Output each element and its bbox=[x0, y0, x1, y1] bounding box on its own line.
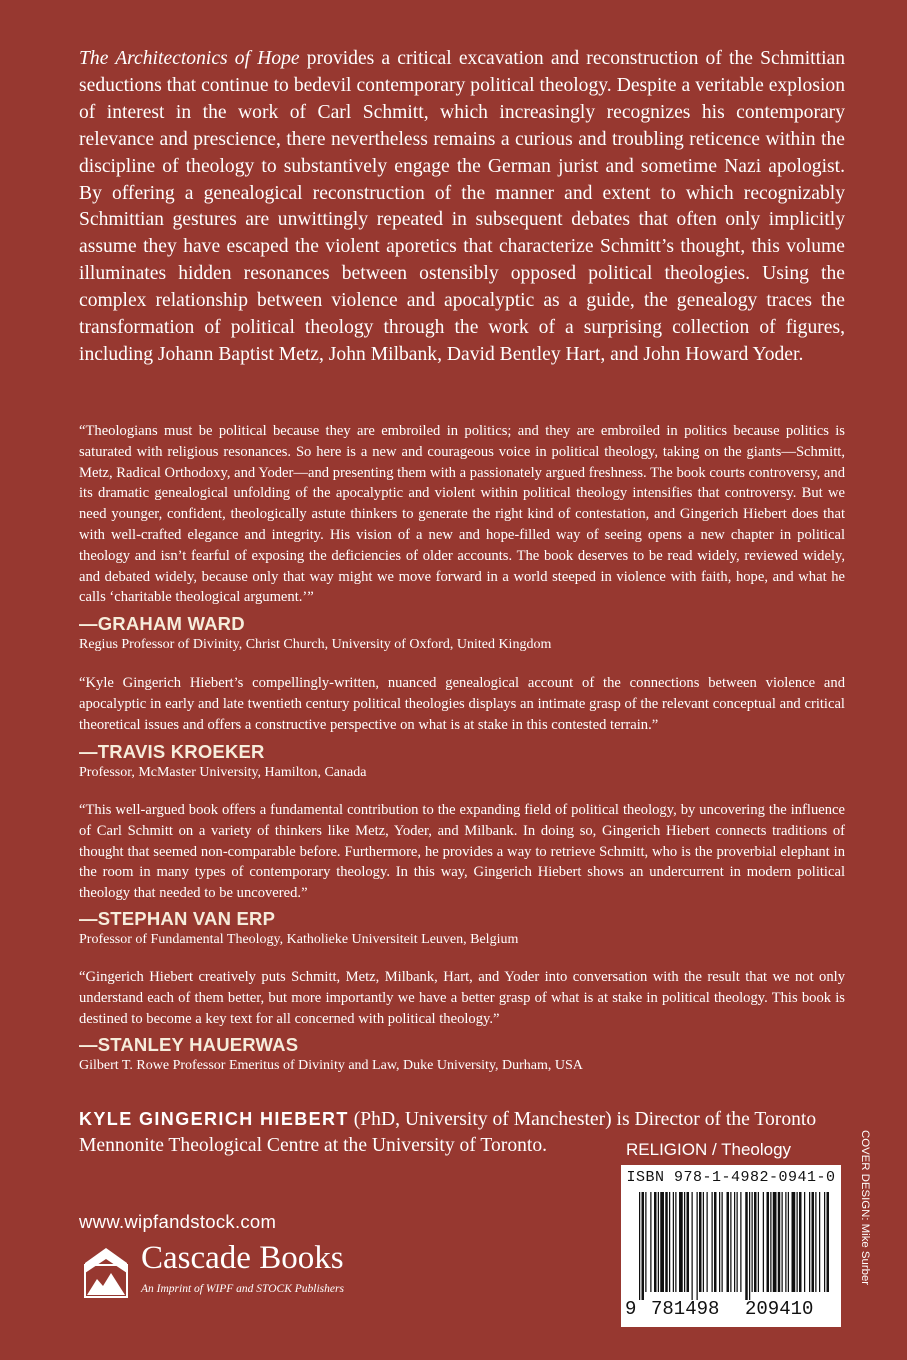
barcode-right-digits: 209410 bbox=[745, 1298, 814, 1320]
barcode-bar bbox=[679, 1192, 683, 1292]
barcode-bar bbox=[797, 1192, 798, 1292]
barcode-bar bbox=[815, 1192, 816, 1292]
barcode-bar bbox=[827, 1192, 830, 1292]
author-bio-text: (PhD, University of Manchester) is Director of the Toronto Mennonite Theological Centre at the University of Toronto. bbox=[79, 1109, 817, 1157]
barcode-left-digits: 781498 bbox=[651, 1298, 720, 1320]
barcode-bar bbox=[727, 1192, 730, 1292]
barcode-bar bbox=[675, 1192, 676, 1292]
author-name: KYLE GINGERICH HIEBERT bbox=[79, 1109, 349, 1129]
barcode-bar bbox=[754, 1192, 757, 1292]
barcode-bar bbox=[660, 1192, 664, 1292]
barcode-bar bbox=[673, 1192, 674, 1292]
barcode-bar bbox=[773, 1192, 777, 1292]
publisher-website: www.wipfandstock.com bbox=[79, 1211, 277, 1232]
barcode-bar bbox=[782, 1192, 783, 1292]
isbn-barcode bbox=[621, 1165, 841, 1327]
review-quote-1: “Theologians must be political because they are embroiled in politics; and they are embroiled in politics because politics is saturated with religious resonances. So here is a new and courageous voice in political theology, taking on the giants—Schmitt, Metz, Radical Orthodoxy, and Yoder—and presenting them with a passionately argued freshness. The book courts controversy, and its dramatic genealogical unfolding of the apocalyptic and violent within political theology intensifies that controversy. But we need younger, confident, theologically astute thinkers to generate the right kind of contestation, and Gingerich Hiebert does that with well-crafted elegance and integrity. His vision of a new and hope-filled way of seeing opens a new chapter in political theology and isn’t fearful of exposing the deficiencies of older accounts. The book deserves to be read widely, reviewed widely, and debated widely, because only that way might we move forward in a world steeped in violence with faith, hope, and what he calls ‘charitable theological argument.’” bbox=[79, 423, 845, 606]
barcode-bar bbox=[749, 1192, 750, 1300]
barcode-bar bbox=[799, 1192, 802, 1292]
barcode-bar bbox=[719, 1192, 720, 1292]
barcode-bar bbox=[824, 1192, 825, 1292]
mountain-logo-icon bbox=[79, 1245, 133, 1299]
review-quote-2: “Kyle Gingerich Hiebert’s compellingly-written, nuanced genealogical account of the connections between violence and apocalyptic in early and late twentieth century political theologies displays an intimate grasp of the relevant conceptual and critical theoretical issues and offers a constructive perspective on what is at stake in this contested terrain.” bbox=[79, 675, 845, 733]
barcode-bar bbox=[792, 1192, 796, 1292]
isbn-label: ISBN 978-1-4982-0941-0 bbox=[626, 1169, 836, 1186]
barcode-bar bbox=[752, 1192, 753, 1292]
reviewer-title-2: Professor, McMaster University, Hamilton, Canada bbox=[79, 765, 367, 780]
category-label: RELIGION / Theology bbox=[626, 1140, 792, 1159]
barcode-bar bbox=[639, 1192, 640, 1300]
barcode-bar bbox=[785, 1192, 786, 1292]
barcode-bars bbox=[639, 1192, 829, 1300]
barcode-bar bbox=[654, 1192, 657, 1292]
barcode-bar bbox=[740, 1192, 741, 1292]
barcode-lead-digit: 9 bbox=[625, 1298, 637, 1320]
barcode-bar bbox=[687, 1192, 690, 1292]
reviewer-name-2: —TRAVIS KROEKER bbox=[79, 741, 265, 762]
barcode-bar bbox=[699, 1192, 702, 1292]
barcode-bar bbox=[703, 1192, 704, 1292]
barcode-bar bbox=[763, 1192, 764, 1292]
barcode-bar bbox=[642, 1192, 645, 1300]
book-title: The Architectonics of Hope bbox=[79, 48, 300, 69]
blurb-paragraph bbox=[79, 46, 845, 369]
review-quote-3: “This well-argued book offers a fundamental contribution to the expanding field of political theology, by uncovering the influence of Carl Schmitt on a variety of thinkers like Metz, Yoder, and Milbank. In doing so, Gingerich Hiebert connects traditions of thought that seemed non-comparable before. Furthermore, he provides a way to retrieve Schmitt, who is the proverbial elephant in the room in many types of contemporary theology. In this way, Gingerich Hiebert shows an undercurrent in modern political theology that needed to be uncovered.” bbox=[79, 802, 845, 902]
barcode-bar bbox=[684, 1192, 685, 1292]
publisher-logo bbox=[79, 1240, 399, 1303]
reviewer-title-1: Regius Professor of Divinity, Christ Church, University of Oxford, United Kingdom bbox=[79, 637, 552, 652]
publisher-tagline: An Imprint of WIPF and STOCK Publishers bbox=[141, 1283, 344, 1295]
barcode-bar bbox=[809, 1192, 810, 1292]
barcode-bar bbox=[650, 1192, 651, 1292]
barcode-bar bbox=[770, 1192, 771, 1292]
barcode-bar bbox=[722, 1192, 723, 1292]
barcode-bar bbox=[734, 1192, 735, 1292]
barcode-bar bbox=[804, 1192, 805, 1292]
barcode-bar bbox=[812, 1192, 815, 1292]
reviewer-title-3: Professor of Fundamental Theology, Katholieke Universiteit Leuven, Belgium bbox=[79, 932, 519, 947]
reviewer-name-1: —GRAHAM WARD bbox=[79, 613, 245, 634]
barcode-bar bbox=[658, 1192, 659, 1292]
barcode-bar bbox=[819, 1192, 820, 1292]
barcode-bar bbox=[669, 1192, 670, 1292]
barcode-bar bbox=[745, 1192, 748, 1300]
barcode-bar bbox=[712, 1192, 713, 1292]
barcode-bar bbox=[692, 1192, 693, 1300]
barcode-bar bbox=[665, 1192, 668, 1292]
barcode-bar bbox=[645, 1192, 646, 1292]
reviewer-title-4: Gilbert T. Rowe Professor Emeritus of Divinity and Law, Duke University, Durham, USA bbox=[79, 1058, 583, 1073]
barcode-bar bbox=[730, 1192, 731, 1292]
blurb-text: provides a critical excavation and reconstruction of the Schmittian seductions that continue to bedevil contemporary political theology. Despite a veritable explosion of interest in the work of Carl Schmitt, which increasingly recognizes his contemporary relevance and prescience, there nevertheless remains a curious and troubling reticence within the discipline of theology to substantively engage the German jurist and sometime Nazi apologist. By offering a genealogical reconstruction of the manner and extent to which recognizably Schmittian gestures are unwittingly repeated in subsequent debates that often only implicitly assume they have escaped the violent aporetics that characterize Schmitt’s thought, this volume illuminates hidden resonances between ostensibly opposed political theologies. Using the complex relationship between violence and apocalyptic as a guide, the genealogy traces the transformation of political theology through the work of a surprising collection of figures, including Johann Baptist Metz, John Milbank, David Bentley Hart, and John Howard Yoder. bbox=[79, 48, 846, 365]
publisher-name: Cascade Books bbox=[141, 1240, 344, 1276]
barcode-bar bbox=[767, 1192, 770, 1292]
cover-design-credit: COVER DESIGN: Mike Surber bbox=[859, 1130, 871, 1286]
barcode-bar bbox=[714, 1192, 717, 1292]
barcode-bar bbox=[788, 1192, 789, 1292]
barcode-bar bbox=[778, 1192, 781, 1292]
barcode-bar bbox=[758, 1192, 759, 1292]
reviewer-name-3: —STEPHAN VAN ERP bbox=[79, 908, 276, 929]
barcode-bar bbox=[697, 1192, 698, 1300]
barcode-bar bbox=[737, 1192, 738, 1292]
barcode-bar bbox=[707, 1192, 708, 1292]
review-quote-4: “Gingerich Hiebert creatively puts Schmitt, Metz, Milbank, Hart, and Yoder into conversation with the result that we not only understand each of them better, but more importantly we have a better grasp of what is at stake in political theology. This book is destined to become a key text for all concerned with political theology.” bbox=[79, 969, 845, 1027]
reviewer-name-4: —STANLEY HAUERWAS bbox=[79, 1034, 299, 1055]
